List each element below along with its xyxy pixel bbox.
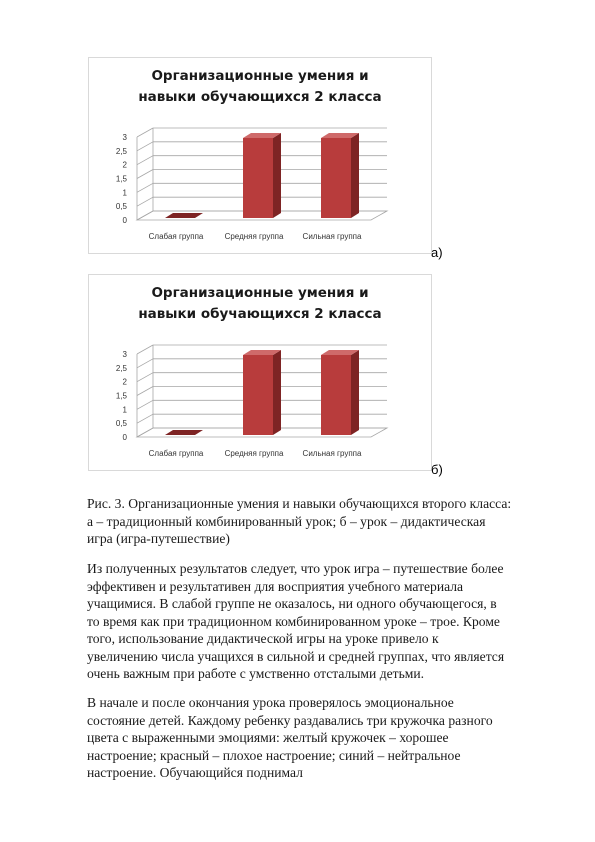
x-category-label: Слабая группа — [148, 449, 204, 458]
paragraph: В начале и после окончания урока проверялось эмоциональное состояние детей. Каждому ребенку раздавались три кружочка разного цвета с выраженными эмоциями: желтый кружочек – хорошее настроение; красный – плохое настроение; синий – нейтральное настроение. Обучающийся поднимал — [87, 695, 493, 780]
y-tick-label: 0 — [122, 433, 127, 442]
paragraph: Из полученных результатов следует, что урок игра – путешествие более эффективен и результативен для восприятия учебного материала учащимися. В слабой группе не оказалось, ни одного обучающегося, в то время как при традиционном комбинированном уроке – трое. Кроме того, использование дидактической игры на уроке привело к увеличению числа учащихся в сильной и средней группах, что является очень важным при работе с умственно отсталыми детьми. — [87, 561, 505, 681]
bar-side — [351, 133, 359, 218]
bar-side — [273, 350, 281, 435]
gridline-diagonal — [137, 170, 153, 179]
y-tick-label: 0,5 — [115, 419, 127, 429]
y-tick-label: 3 — [122, 350, 127, 359]
chart-title-line-1: Организационные умения и — [151, 285, 369, 301]
y-tick-label: 2,5 — [115, 363, 127, 373]
chart-a — [88, 57, 432, 254]
x-category-label: Слабая группа — [148, 232, 204, 241]
gridline-diagonal — [137, 142, 153, 151]
bar — [165, 430, 203, 435]
figure-letter-a: а) — [431, 245, 443, 260]
gridline-diagonal — [137, 156, 153, 165]
x-category-label: Сильная группа — [302, 449, 362, 458]
y-tick-label: 2 — [122, 160, 127, 170]
bar — [165, 213, 203, 218]
bar-side — [273, 133, 281, 218]
y-tick-label: 1 — [122, 405, 127, 415]
bar-side — [351, 350, 359, 435]
bar — [321, 138, 351, 218]
gridline-diagonal — [137, 359, 153, 368]
y-tick-label: 1,5 — [115, 391, 127, 401]
chart-title-line-2: навыки обучающихся 2 класса — [138, 306, 382, 322]
y-tick-label: 2,5 — [115, 146, 127, 156]
chart-title-line-1: Организационные умения и — [151, 68, 369, 84]
bar — [243, 138, 273, 218]
gridline-diagonal — [137, 128, 153, 137]
x-category-label: Сильная группа — [302, 232, 362, 241]
gridline-diagonal — [137, 183, 153, 192]
y-tick-label: 0 — [122, 216, 127, 225]
chart-plot — [89, 58, 431, 253]
y-tick-label: 1,5 — [115, 174, 127, 184]
chart-b — [88, 274, 432, 471]
figure-caption: Рис. 3. Организационные умения и навыки обучающихся второго класса: а – традиционный комбинированный урок; б – урок – дидактическая игра (игра-путешествие) — [87, 496, 512, 546]
figure-letter-b: б) — [431, 462, 443, 477]
x-category-label: Средняя группа — [224, 449, 284, 458]
gridline-diagonal — [137, 197, 153, 206]
bar — [321, 355, 351, 435]
y-tick-label: 0,5 — [115, 202, 127, 212]
bar — [243, 355, 273, 435]
chart-plot — [89, 275, 431, 470]
chart-title-line-2: навыки обучающихся 2 класса — [138, 89, 382, 105]
gridline-diagonal — [137, 400, 153, 409]
y-tick-label: 1 — [122, 188, 127, 198]
y-tick-label: 3 — [122, 133, 127, 142]
gridline-diagonal — [137, 414, 153, 423]
x-category-label: Средняя группа — [224, 232, 284, 241]
gridline-diagonal — [137, 373, 153, 382]
gridline-diagonal — [137, 345, 153, 354]
gridline-diagonal — [137, 387, 153, 396]
y-tick-label: 2 — [122, 377, 127, 387]
